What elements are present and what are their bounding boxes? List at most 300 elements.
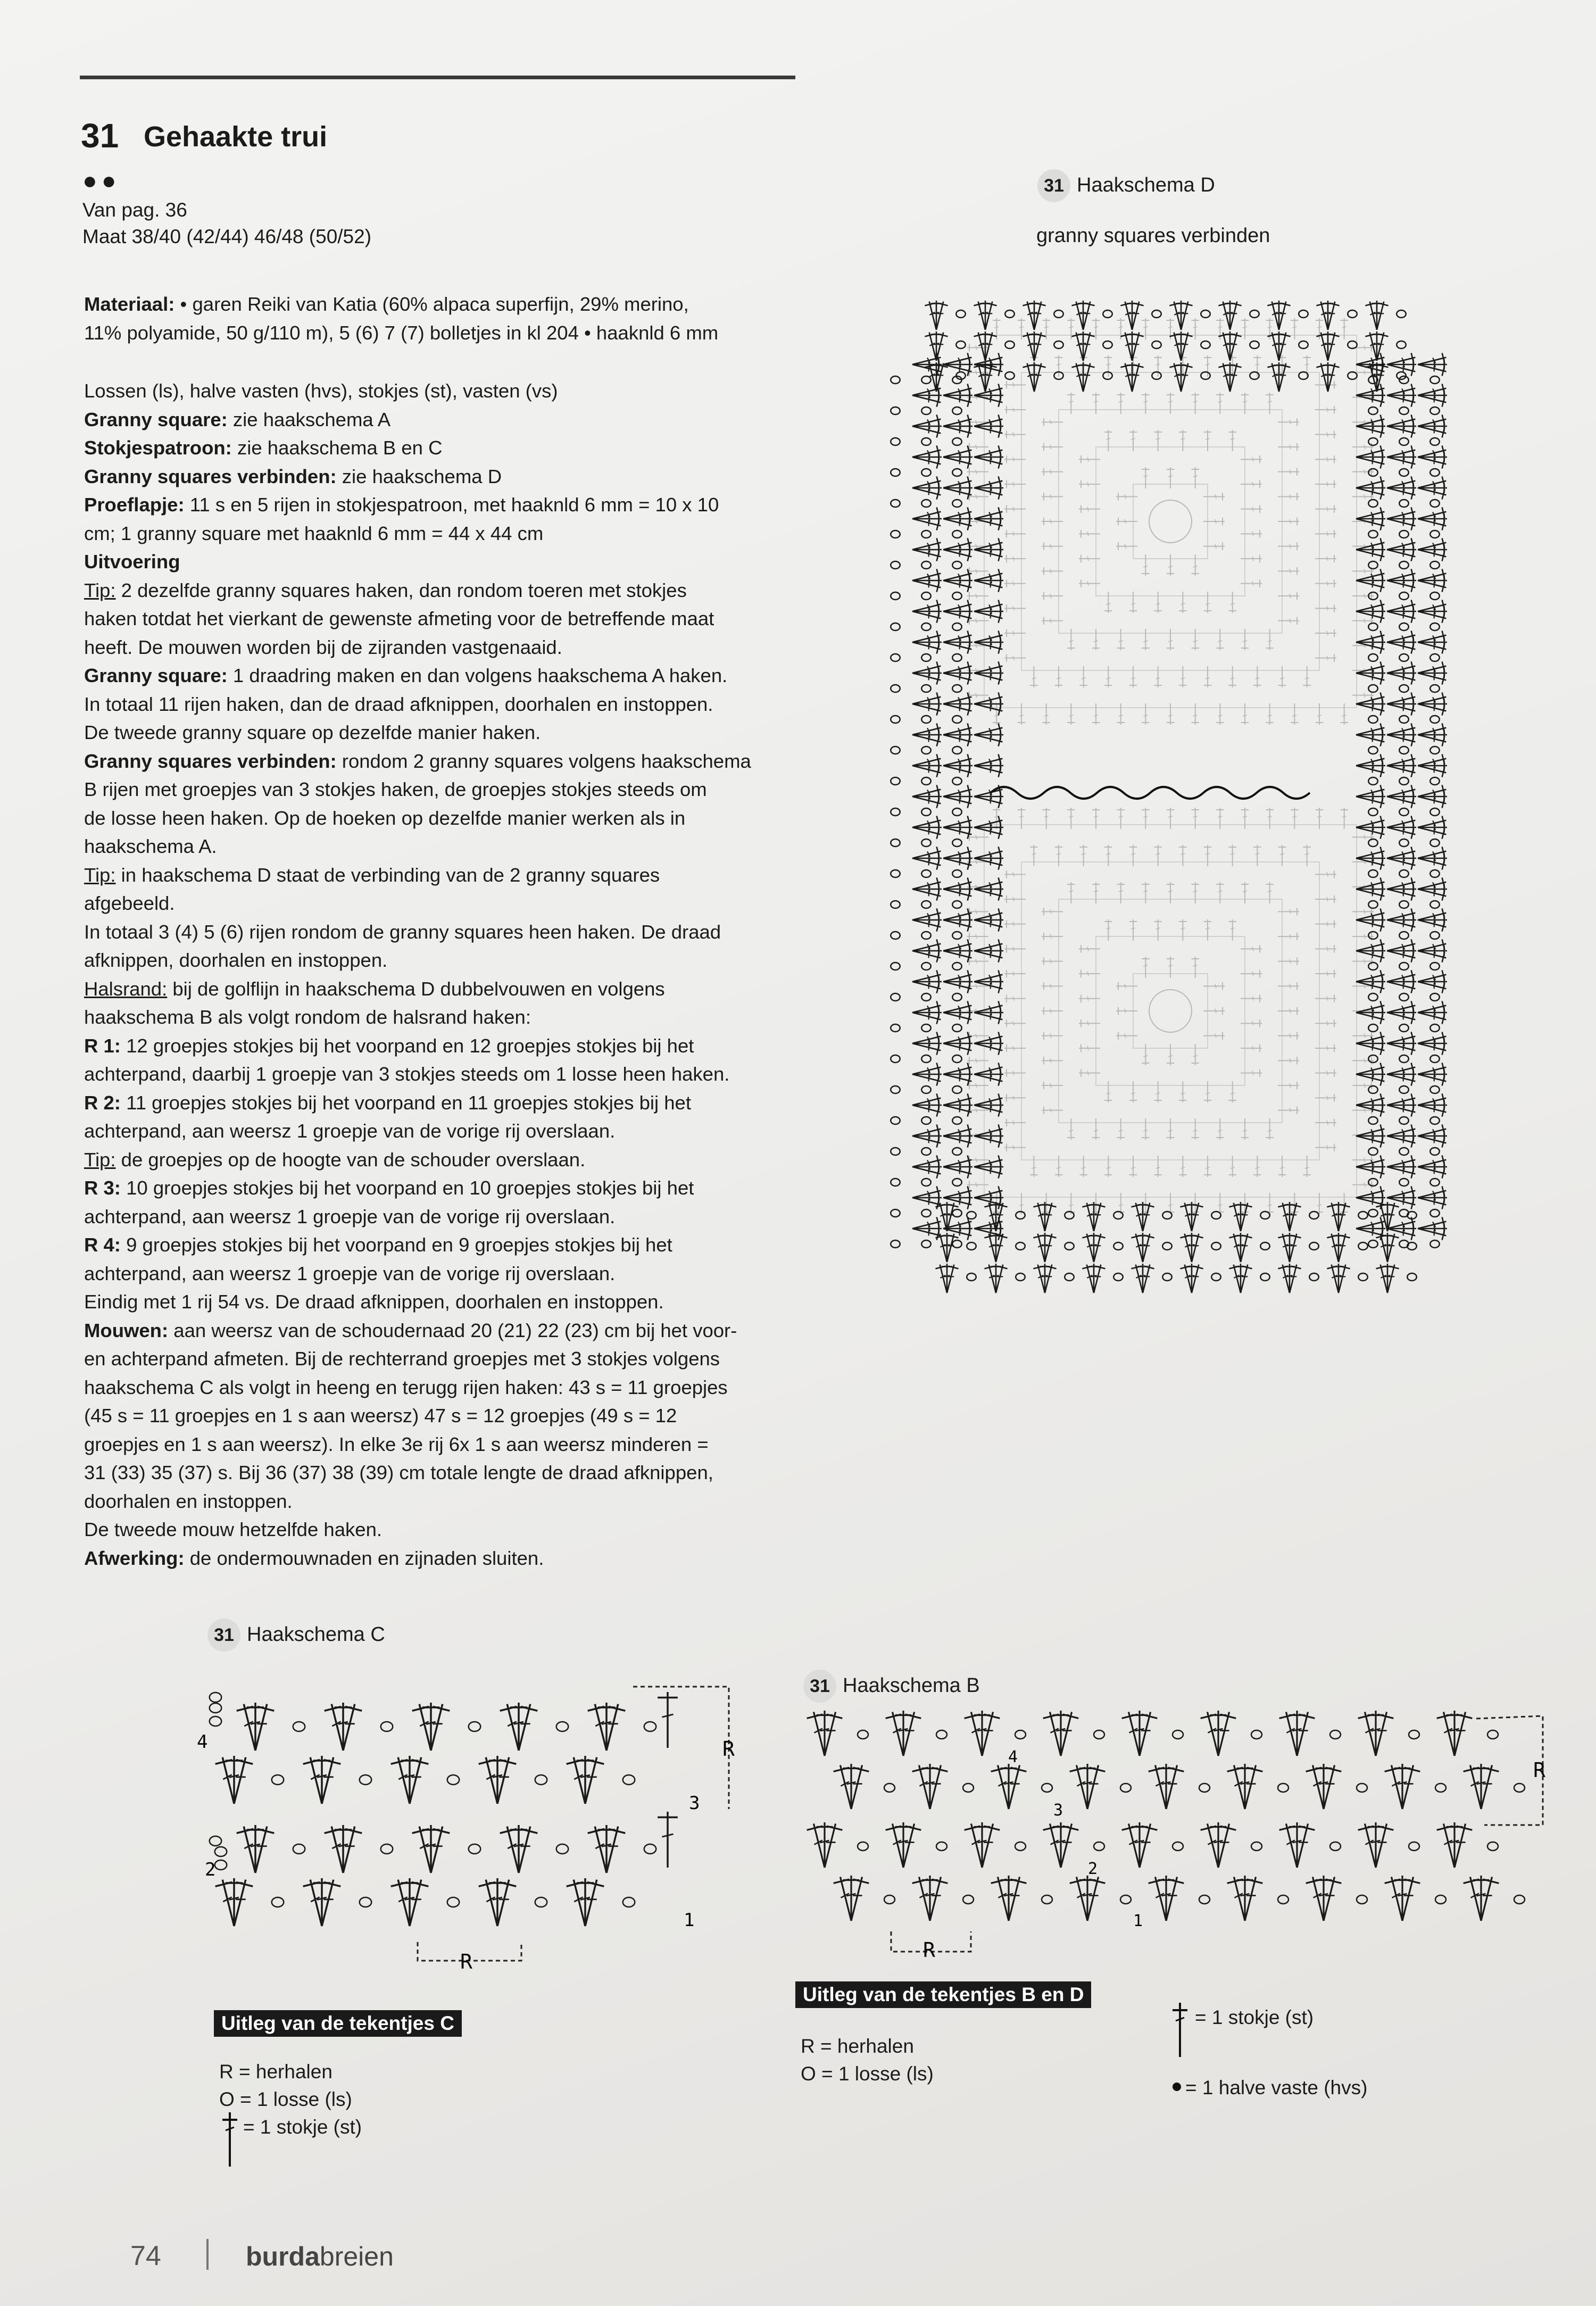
treble-stitch-symbol: [1167, 1118, 1174, 1140]
treble-stitch-symbol: [1386, 791, 1417, 809]
chain-stitch-symbol: [1430, 993, 1440, 1001]
treble-stitch-symbol: [1315, 604, 1336, 612]
treble-stitch-symbol: [973, 483, 1004, 500]
treble-stitch-symbol: [1053, 1822, 1079, 1870]
chain-stitch-symbol: [891, 438, 900, 445]
treble-stitch-symbol: [1179, 1232, 1197, 1263]
instruction-line: [84, 491, 813, 519]
instruction-line: [84, 1089, 813, 1117]
treble-stitch-symbol: [1071, 362, 1088, 393]
treble-stitch-symbol: [478, 1755, 506, 1806]
treble-stitch-symbol: [1315, 945, 1336, 952]
treble-stitch-symbol: [478, 1878, 506, 1928]
treble-stitch-symbol: [1117, 393, 1124, 414]
chain-stitch-symbol: [1299, 310, 1308, 318]
chain-stitch-symbol: [1514, 1895, 1525, 1904]
treble-stitch-symbol: [1333, 1232, 1351, 1263]
legend-bd-slip-row: [1169, 2074, 1367, 2102]
treble-stitch-symbol: [236, 1824, 264, 1875]
chain-stitch-symbol: [952, 777, 962, 785]
treble-stitch-symbol: [1241, 882, 1249, 903]
treble-stitch-symbol: [942, 939, 973, 956]
chain-stitch-symbol: [1430, 530, 1440, 538]
chain-stitch-symbol: [1250, 341, 1259, 349]
treble-stitch-symbol: [911, 723, 942, 740]
treble-stitch-symbol: [1386, 513, 1417, 531]
treble-stitch-symbol: [911, 1062, 942, 1080]
chain-stitch-symbol: [952, 530, 962, 538]
treble-stitch-symbol: [1384, 1875, 1410, 1923]
treble-stitch-symbol: [942, 729, 973, 747]
treble-stitch-symbol: [1067, 393, 1075, 414]
treble-stitch-symbol: [911, 908, 942, 925]
treble-stitch-symbol: [942, 544, 973, 562]
instruction-text: 2 dezelfde granny squares haken, dan rondom toeren met stokjes: [115, 579, 687, 601]
treble-stitch-symbol: [1186, 1232, 1204, 1263]
treble-stitch-symbol: [1266, 1193, 1273, 1214]
treble-stitch-symbol: [1417, 753, 1448, 771]
chain-stitch-symbol: [1065, 1273, 1074, 1281]
treble-stitch-symbol: [1203, 518, 1225, 525]
treble-stitch-symbol: [1417, 421, 1448, 438]
chain-stitch-symbol: [1260, 1242, 1270, 1250]
treble-stitch-symbol: [1004, 654, 1026, 661]
treble-stitch-symbol: [1417, 969, 1448, 987]
instruction-line: [84, 946, 813, 975]
treble-stitch-symbol: [489, 1755, 517, 1806]
treble-stitch-symbol: [1278, 1822, 1305, 1870]
instruction-text: zie haakschema D: [336, 465, 502, 487]
treble-stitch-symbol: [1386, 661, 1417, 678]
instruction-line: [84, 576, 813, 605]
treble-stitch-symbol: [911, 1162, 942, 1179]
treble-stitch-symbol: [1154, 1156, 1161, 1177]
treble-stitch-symbol: [566, 1878, 594, 1928]
treble-stitch-symbol: [1129, 1156, 1137, 1177]
chain-stitch-symbol: [1399, 1179, 1409, 1186]
chain-stitch-symbol: [1430, 654, 1440, 661]
chain-stitch-symbol: [921, 438, 931, 445]
treble-stitch-symbol: [1315, 870, 1336, 878]
treble-stitch-symbol: [942, 822, 973, 840]
treble-stitch-symbol: [911, 1069, 942, 1086]
chain-stitch-symbol: [936, 1730, 947, 1739]
treble-stitch-symbol: [1241, 579, 1262, 587]
treble-stitch-symbol: [911, 568, 942, 586]
chain-stitch-symbol: [891, 870, 900, 877]
treble-stitch-symbol: [1216, 808, 1224, 829]
treble-stitch-symbol: [1386, 1223, 1417, 1241]
chain-stitch-symbol: [1260, 1273, 1270, 1281]
treble-stitch-symbol: [911, 791, 942, 809]
chain-stitch-symbol: [1399, 716, 1409, 723]
treble-stitch-symbol: [1210, 1710, 1237, 1758]
chain-stitch-symbol: [921, 870, 931, 877]
treble-stitch-symbol: [1386, 729, 1417, 747]
treble-stitch-symbol: [1235, 1263, 1253, 1294]
treble-stitch-symbol: [973, 630, 1004, 648]
chain-stitch-symbol: [1430, 1117, 1440, 1124]
treble-stitch-symbol: [1417, 822, 1448, 840]
treble-stitch-symbol: [1291, 808, 1298, 829]
treble-stitch-symbol: [1315, 555, 1336, 562]
treble-stitch-symbol: [1033, 1201, 1050, 1232]
treble-stitch-symbol: [942, 1100, 973, 1117]
treble-stitch-symbol: [1386, 1131, 1417, 1148]
treble-stitch-symbol: [1386, 1069, 1417, 1086]
treble-stitch-symbol: [1079, 1019, 1100, 1027]
chain-stitch-symbol: [1430, 407, 1440, 414]
treble-stitch-symbol: [1333, 1201, 1351, 1232]
treble-stitch-symbol: [1116, 542, 1137, 550]
instruction-tip: Halsrand:: [84, 977, 168, 1000]
treble-stitch-symbol: [967, 957, 988, 965]
treble-stitch-symbol: [1386, 507, 1417, 524]
treble-stitch-symbol: [401, 1755, 429, 1806]
chain-stitch-symbol: [952, 808, 962, 816]
treble-stitch-symbol: [1067, 629, 1075, 650]
treble-stitch-symbol: [1315, 970, 1336, 977]
treble-stitch-symbol: [1129, 845, 1137, 866]
treble-stitch-symbol: [911, 822, 942, 840]
treble-stitch-symbol: [1191, 957, 1199, 978]
treble-stitch-symbol: [911, 1192, 942, 1210]
treble-stitch-symbol: [911, 606, 942, 624]
instruction-text: de groepjes op de hoogte van de schouder overslaan.: [115, 1148, 586, 1171]
chain-stitch-symbol: [952, 1240, 962, 1248]
treble-stitch-symbol: [911, 452, 942, 469]
treble-stitch-symbol: [895, 1710, 922, 1758]
chain-stitch-symbol: [1368, 1240, 1378, 1248]
chain-stitch-symbol: [1173, 1842, 1183, 1851]
instruction-line: [84, 1231, 813, 1259]
chain-stitch-symbol: [891, 808, 900, 816]
treble-stitch-symbol: [1071, 300, 1088, 331]
chain-stitch-symbol: [1065, 1242, 1074, 1250]
treble-stitch-symbol: [1289, 1822, 1316, 1870]
chain-stitch-symbol: [1396, 310, 1406, 318]
treble-stitch-symbol: [1079, 1044, 1100, 1052]
treble-stitch-symbol: [1142, 957, 1149, 978]
chain-stitch-symbol: [1430, 1086, 1440, 1093]
treble-stitch-symbol: [1228, 1081, 1236, 1102]
treble-stitch-symbol: [1228, 592, 1236, 613]
chain-stitch-symbol: [215, 1860, 227, 1870]
treble-stitch-symbol: [1278, 1007, 1299, 1015]
chain-stitch-symbol: [1430, 901, 1440, 908]
chain-stitch-symbol: [963, 1895, 974, 1904]
instruction-line: [84, 1487, 813, 1516]
treble-stitch-symbol: [1042, 1057, 1063, 1064]
treble-stitch-symbol: [1277, 1232, 1295, 1263]
chain-stitch-symbol: [921, 1024, 931, 1032]
treble-stitch-symbol: [1079, 845, 1087, 866]
treble-stitch-symbol: [1176, 362, 1193, 393]
instruction-text: afknippen, doorhalen en instoppen.: [84, 949, 388, 971]
instruction-label: Afwerking:: [84, 1547, 185, 1569]
instruction-line: [84, 1515, 813, 1544]
treble-stitch-symbol: [1417, 1007, 1448, 1025]
treble-stitch-symbol: [963, 1822, 990, 1870]
chain-stitch-symbol: [1399, 654, 1409, 661]
chain-stitch-symbol: [1211, 1273, 1221, 1281]
chart-b-number: 31: [803, 1670, 836, 1703]
treble-stitch-symbol: [1142, 554, 1149, 576]
treble-stitch-symbol: [1417, 884, 1448, 901]
chain-stitch-symbol: [952, 592, 962, 600]
chain-stitch-symbol: [1430, 839, 1440, 847]
chain-stitch-symbol: [381, 1722, 393, 1731]
treble-stitch-symbol: [991, 1263, 1008, 1294]
treble-stitch-symbol: [1355, 945, 1386, 963]
treble-stitch-symbol: [1191, 882, 1199, 903]
treble-stitch-symbol: [1129, 430, 1137, 451]
treble-stitch-symbol: [1088, 1201, 1106, 1232]
treble-stitch-symbol: [1386, 853, 1417, 870]
chain-stitch-symbol: [952, 654, 962, 661]
treble-stitch-symbol: [1386, 939, 1417, 956]
treble-stitch-symbol: [1316, 808, 1323, 829]
chain-stitch-symbol: [1120, 1784, 1131, 1792]
chain-stitch-symbol: [293, 1844, 305, 1854]
treble-stitch-symbol: [1167, 393, 1174, 414]
chain-stitch-symbol: [210, 1703, 222, 1713]
treble-stitch-symbol: [1042, 1032, 1063, 1039]
treble-stitch-symbol: [1315, 430, 1336, 438]
treble-stitch-symbol: [1129, 666, 1137, 687]
chain-stitch-symbol: [1399, 530, 1409, 538]
treble-stitch-symbol: [973, 846, 1004, 864]
instruction-line: [84, 377, 813, 405]
treble-stitch-symbol: [1316, 1193, 1323, 1214]
chain-stitch-symbol: [1368, 839, 1378, 847]
treble-stitch-symbol: [973, 1062, 1004, 1080]
chain-stitch-symbol: [1430, 1240, 1440, 1248]
treble-stitch-symbol: [1417, 1124, 1448, 1141]
chain-stitch-symbol: [1368, 777, 1378, 785]
treble-stitch-symbol: [1277, 1201, 1295, 1232]
chain-stitch-symbol: [1368, 561, 1378, 569]
page-title: Gehaakte trui: [144, 121, 328, 153]
treble-stitch-symbol: [1355, 544, 1386, 562]
treble-stitch-symbol: [1132, 1710, 1158, 1758]
treble-stitch-symbol: [1179, 845, 1186, 866]
treble-stitch-symbol: [1417, 784, 1448, 802]
chain-stitch-symbol: [1201, 372, 1210, 379]
chain-stitch-symbol: [556, 1844, 569, 1854]
instruction-line: [84, 918, 813, 947]
instruction-text: en achterpand afmeten. Bij de rechterrand groepjes met 3 stokjes volgens: [84, 1348, 720, 1370]
treble-stitch-symbol: [1241, 629, 1249, 650]
treble-stitch-symbol: [1352, 691, 1374, 699]
chain-stitch-symbol: [921, 777, 931, 785]
instruction-line: [84, 1401, 813, 1430]
materials: [84, 290, 813, 347]
treble-stitch-symbol: [1022, 300, 1040, 331]
chain-stitch-symbol: [1199, 1895, 1210, 1904]
treble-stitch-symbol: [1079, 555, 1100, 562]
treble-stitch-symbol: [323, 1702, 352, 1753]
treble-stitch-symbol: [942, 1062, 973, 1080]
treble-stitch-symbol: [1355, 877, 1386, 894]
treble-stitch-symbol: [935, 1263, 952, 1294]
treble-stitch-symbol: [1417, 1038, 1448, 1056]
instruction-label: Granny square:: [84, 408, 228, 430]
treble-stitch-symbol: [335, 1702, 363, 1753]
treble-stitch-symbol: [1315, 895, 1336, 903]
chain-stitch-symbol: [952, 1055, 962, 1063]
treble-stitch-symbol: [1179, 1156, 1186, 1177]
chain-stitch-symbol: [210, 1836, 222, 1846]
treble-stitch-symbol: [942, 1093, 973, 1110]
treble-stitch-symbol: [1142, 1044, 1149, 1065]
chain-stitch-symbol: [963, 1784, 974, 1792]
treble-stitch-symbol: [1417, 1031, 1448, 1049]
treble-stitch-symbol: [1179, 919, 1186, 941]
treble-stitch-symbol: [967, 468, 988, 475]
treble-stitch-symbol: [1204, 919, 1211, 941]
instruction-text: 9 groepjes stokjes bij het voorpand en 9 groepjes stokjes bij het: [120, 1234, 672, 1256]
treble-stitch-symbol: [1228, 919, 1236, 941]
chain-stitch-symbol: [921, 839, 931, 847]
treble-stitch-symbol: [1216, 882, 1224, 903]
treble-stitch-symbol: [911, 1093, 942, 1110]
legend-c-chain: O = 1 losse (ls): [219, 2088, 352, 2110]
treble-stitch-symbol: [942, 692, 973, 709]
treble-stitch-symbol: [236, 1702, 264, 1753]
treble-stitch-symbol: [1417, 853, 1448, 870]
treble-stitch-symbol: [1417, 668, 1448, 685]
treble-stitch-symbol: [833, 1875, 859, 1923]
granny-square-center-ring: [1149, 500, 1192, 543]
treble-stitch-symbol: [1436, 1710, 1462, 1758]
chain-stitch-symbol: [1368, 623, 1378, 631]
treble-stitch-symbol: [1284, 1263, 1302, 1294]
chain-stitch-symbol: [469, 1722, 481, 1731]
treble-stitch-symbol: [1042, 493, 1063, 500]
chart-c-row-1-label: 1: [684, 1910, 695, 1931]
chart-b-repeat-label-bottom: R: [923, 1938, 935, 1962]
treble-stitch-symbol: [1004, 920, 1026, 927]
treble-stitch-symbol: [1216, 703, 1224, 725]
chain-stitch-symbol: [1368, 654, 1378, 661]
treble-stitch-symbol: [1278, 666, 1286, 687]
difficulty-dots: ●●: [82, 167, 121, 194]
chain-stitch-symbol: [921, 561, 931, 569]
granny-square-round: [1133, 974, 1208, 1048]
chain-stitch-symbol: [1299, 341, 1308, 349]
instruction-text: zie haakschema A: [227, 408, 391, 430]
treble-stitch-symbol: [598, 1702, 626, 1753]
treble-stitch-symbol: [1241, 530, 1262, 537]
treble-stitch-symbol: [1042, 908, 1063, 915]
chain-stitch-symbol: [921, 1055, 931, 1063]
treble-stitch-symbol: [973, 729, 1004, 747]
treble-stitch-symbol: [1167, 629, 1174, 650]
treble-stitch-symbol: [942, 915, 973, 932]
treble-stitch-symbol: [942, 1162, 973, 1179]
chain-stitch-symbol: [1368, 963, 1378, 970]
treble-stitch-symbol: [1386, 1093, 1417, 1110]
treble-stitch-symbol: [1266, 882, 1273, 903]
chain-stitch-symbol: [952, 500, 962, 507]
instruction-text: in haakschema D staat de verbinding van de 2 granny squares: [115, 864, 660, 886]
treble-stitch-symbol: [942, 606, 973, 624]
treble-stitch-symbol: [1355, 976, 1386, 994]
treble-stitch-symbol: [1237, 1875, 1264, 1923]
chain-stitch-symbol: [1368, 530, 1378, 538]
treble-stitch-symbol: [1033, 1263, 1050, 1294]
treble-stitch-symbol: [942, 513, 973, 531]
chain-stitch-symbol: [1330, 1842, 1341, 1851]
treble-stitch-symbol: [1179, 666, 1186, 687]
chain-stitch-symbol: [921, 1240, 931, 1248]
treble-stitch-symbol: [1355, 692, 1386, 709]
instruction-line: [84, 434, 813, 462]
treble-stitch-symbol: [1315, 455, 1336, 463]
chain-stitch-symbol: [1430, 592, 1440, 600]
treble-stitch-symbol: [1142, 1118, 1149, 1140]
treble-stitch-symbol: [323, 1824, 352, 1875]
treble-stitch-symbol: [1203, 1007, 1225, 1015]
treble-stitch-symbol: [1235, 1232, 1253, 1263]
treble-stitch-symbol: [1386, 544, 1417, 562]
treble-stitch-symbol: [1253, 666, 1261, 687]
instruction-text: 12 groepjes stokjes bij het voorpand en 12 groepjes stokjes bij het: [120, 1034, 694, 1057]
chain-stitch-symbol: [891, 963, 900, 970]
chain-stitch-symbol: [1399, 469, 1409, 476]
treble-stitch-symbol: [1228, 1201, 1246, 1232]
chain-stitch-symbol: [1399, 1117, 1409, 1124]
chain-stitch-symbol: [891, 1055, 900, 1063]
treble-stitch-symbol: [1191, 467, 1199, 488]
treble-stitch-symbol: [1266, 1118, 1273, 1140]
chain-stitch-symbol: [1201, 310, 1210, 318]
treble-stitch-symbol: [911, 1124, 942, 1141]
chain-stitch-symbol: [1357, 1895, 1367, 1904]
treble-stitch-symbol: [1355, 753, 1386, 771]
treble-stitch-symbol: [1417, 630, 1448, 648]
legend-bd-slip: = 1 halve vaste (hvs): [1185, 2077, 1368, 2098]
treble-stitch-symbol: [1154, 1081, 1161, 1102]
chain-stitch-symbol: [1368, 1209, 1378, 1217]
treble-stitch-symbol: [817, 1822, 843, 1870]
treble-stitch-symbol: [1355, 815, 1386, 833]
treble-stitch-symbol: [1004, 1069, 1026, 1076]
treble-stitch-symbol: [1316, 300, 1333, 331]
instruction-line: [84, 690, 813, 719]
chain-stitch-symbol: [1015, 1730, 1026, 1739]
chain-stitch-symbol: [1430, 469, 1440, 476]
treble-stitch-symbol: [1266, 808, 1273, 829]
treble-stitch-symbol: [1323, 300, 1340, 331]
treble-stitch-symbol: [942, 976, 973, 994]
treble-stitch-symbol: [1340, 808, 1348, 829]
treble-stitch-symbol: [1067, 703, 1075, 725]
treble-stitch-symbol: [1225, 362, 1242, 393]
treble-stitch-symbol: [1386, 537, 1417, 555]
treble-stitch-symbol: [499, 1702, 527, 1753]
materials-label: Materiaal:: [84, 293, 175, 315]
treble-stitch-symbol: [911, 1155, 942, 1172]
treble-stitch-symbol: [510, 1824, 538, 1875]
treble-stitch-symbol: [1316, 1875, 1342, 1923]
chain-stitch-symbol: [952, 1086, 962, 1093]
chain-stitch-symbol: [952, 993, 962, 1001]
treble-stitch-symbol: [1042, 1193, 1050, 1214]
chain-stitch-symbol: [1330, 1730, 1341, 1739]
instruction-text: bij de golflijn in haakschema D dubbelvouwen en volgens: [167, 977, 665, 1000]
